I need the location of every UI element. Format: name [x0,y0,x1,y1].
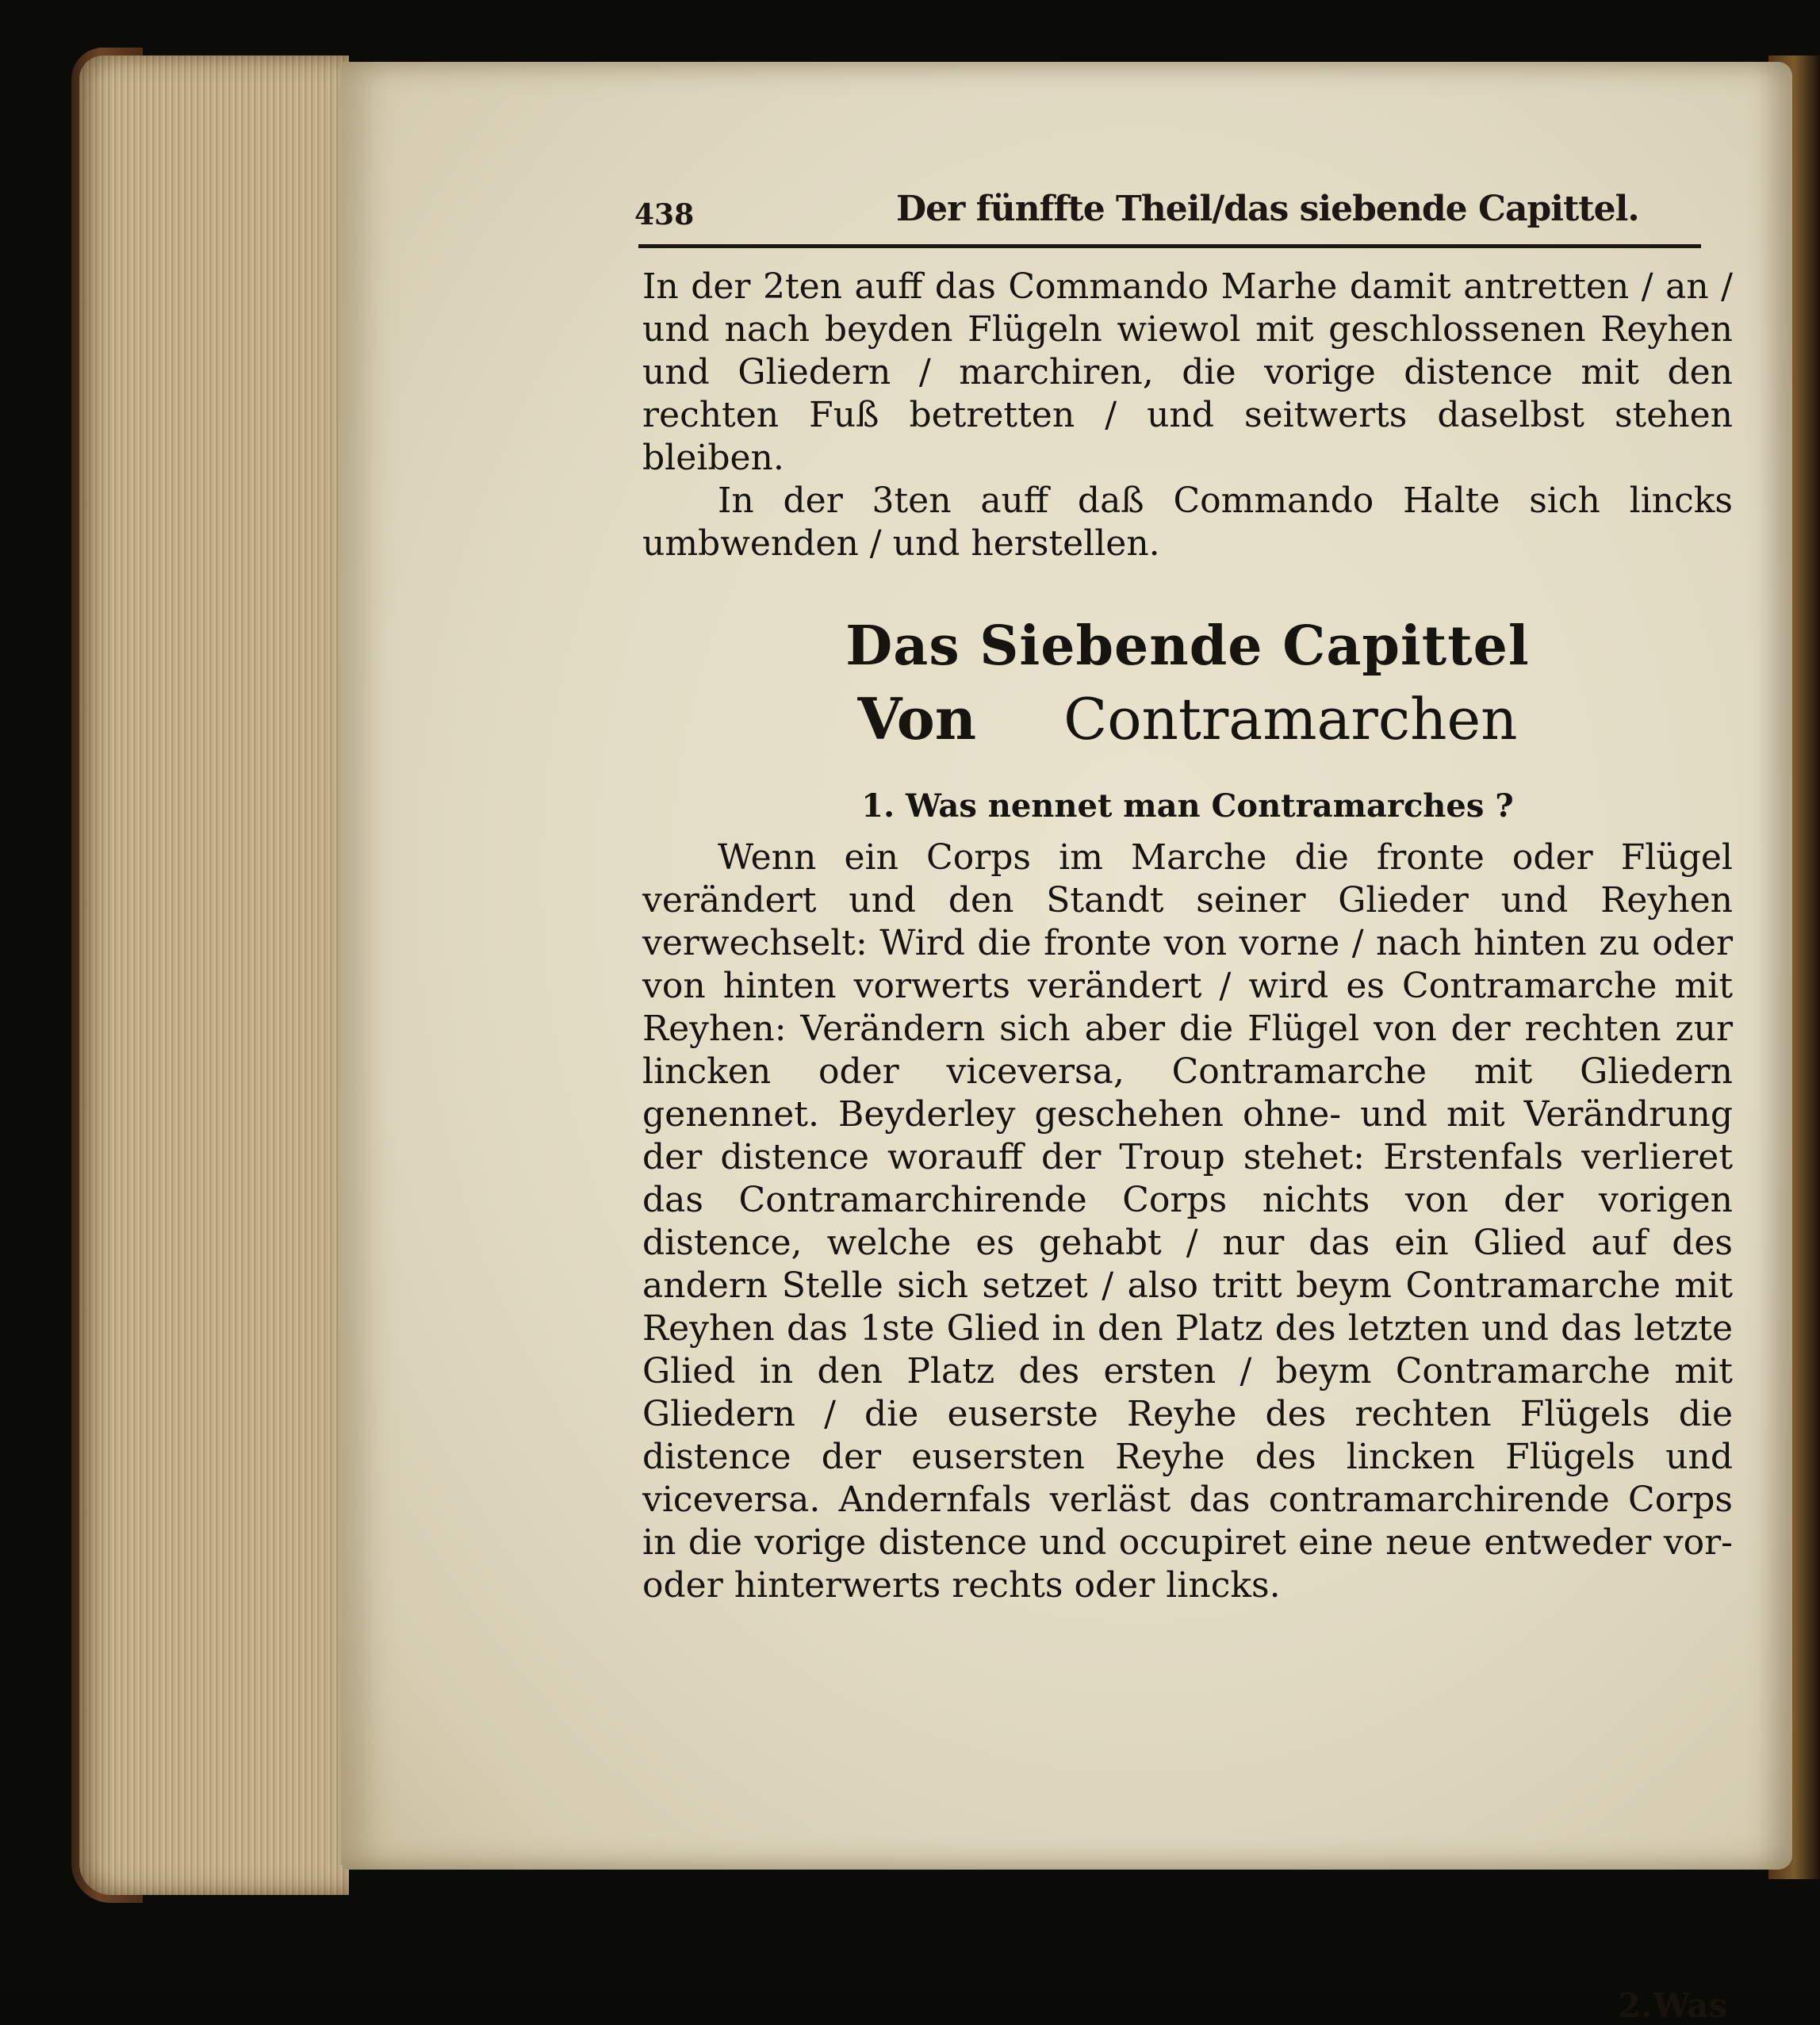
main-paragraph: Wenn ein Corps im Marche die fronte oder Flügel verändert und den Standt seiner Glieder und Reyhen verwechselt: Wird die fronte von vorne / nach hinten zu oder von hinten vorwerts verändert / wird es Contramarche mit Reyhen: Verändern sich aber die Flügel von der rechten zur lincken oder viceversa, Contramarche mit Gliedern genennet. Beyderley geschehen ohne- und mit Verändrung der distence worauff der Troup stehet: Erstenfals verlieret das Contramarchirende Corps nichts von der vorigen distence, welche es gehabt / nur das ein Glied auf des andern Stelle sich setzet / also tritt beym Contramarche mit Reyhen das 1ste Glied in den Platz des letzten und das letzte Glied in den Platz des ersten / beym Contramarche mit Gliedern / die euserste Reyhe des rechten Flügels die distence der eusersten Reyhe des lincken Flügels und viceversa. Andernfals verläst das contramarchirende Corps in die vorige distence und occupiret eine neue entweder vor- oder hinterwerts rechts oder lincks. [642,837,1733,1606]
running-head: Der fünffte Theil/das siebende Capittel. [896,189,1639,229]
chapter-title: Das Siebende Capittel [845,614,1530,678]
catchword: 2.Was [1618,1986,1728,2025]
paragraph-2: In der 3ten auff daß Commando Halte sich lincks umbwenden / und herstellen. [642,480,1733,564]
paragraph-1: In der 2ten auff das Commando Marhe damit antretten / an / und nach beyden Flügeln wiewol mit geschlossenen Reyhen und Gliedern / marchiren, die vorige distence mit den rechten Fuß betretten / und seitwerts daselbst stehen bleiben. [642,266,1733,478]
page-header [634,184,1745,232]
page-block-edge [79,56,349,1895]
page-number: 438 [634,198,695,232]
chapter-subject: Contramarchen [1063,686,1518,752]
chapter-von: Von [857,685,977,752]
question-heading: 1. Was nennet man Contramarches ? [861,787,1514,825]
header-rule [638,244,1701,248]
chapter-subtitle [642,686,1733,752]
page-body [642,266,1733,1606]
